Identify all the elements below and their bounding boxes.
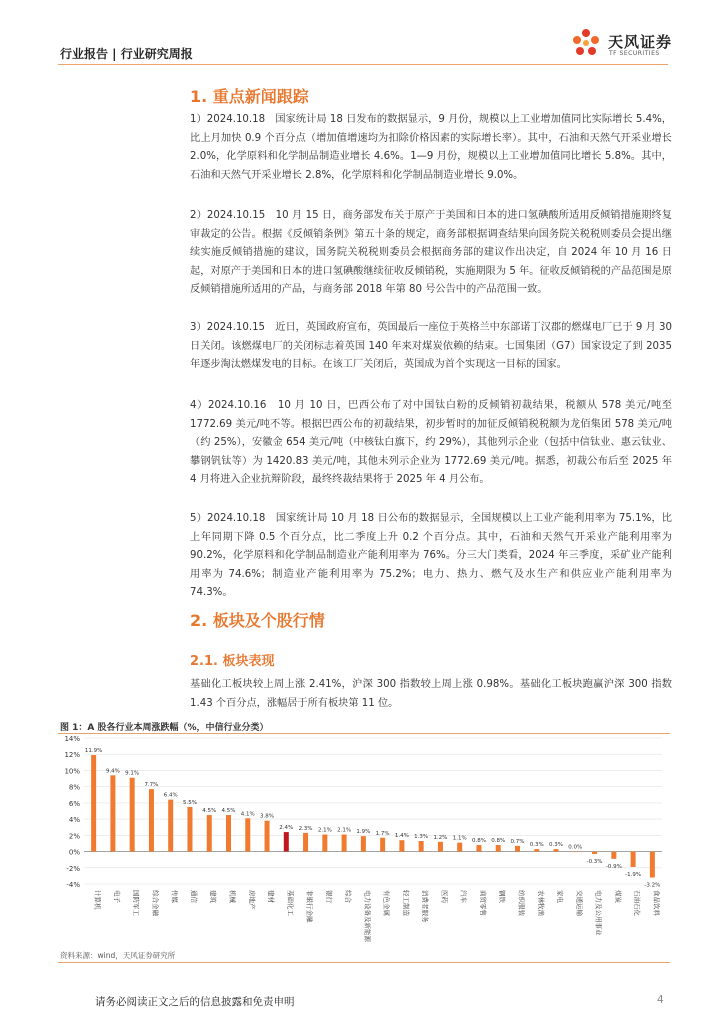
data-label: 4.5%	[202, 808, 217, 815]
category-label: 交通运输	[575, 890, 584, 916]
bar-纺织服装	[515, 846, 520, 852]
category-label: 消费者服务	[421, 890, 430, 923]
y-tick-label: 6%	[68, 799, 80, 808]
category-label: 钢铁	[498, 890, 507, 903]
y-tick-label: 2%	[68, 832, 80, 841]
data-label: 1.4%	[394, 833, 409, 840]
company-logo	[566, 27, 676, 61]
data-label: 1.9%	[356, 829, 371, 836]
category-label: 机械	[228, 890, 237, 903]
bar-银行	[322, 835, 327, 852]
data-label: 0.8%	[491, 838, 506, 845]
category-label: 房地产	[247, 890, 256, 910]
y-tick-label: 12%	[64, 751, 80, 760]
data-label: 4.5%	[221, 808, 236, 815]
category-label: 非银行金融	[305, 890, 314, 923]
bar-电力设备及新能源	[361, 836, 366, 851]
bar-家电	[554, 849, 559, 851]
bar-综合	[342, 835, 347, 852]
category-label: 电力设备及新能源	[363, 890, 372, 942]
data-label: 5.5%	[182, 799, 197, 806]
disclaimer-text: 请务必阅读正文之后的信息披露和免责申明	[95, 996, 295, 1008]
y-tick-label: 8%	[68, 783, 80, 792]
logo-flower-icon	[566, 27, 606, 61]
y-tick-label: 14%	[64, 735, 80, 743]
y-tick-label: 0%	[68, 848, 80, 857]
category-label: 建筑	[209, 890, 218, 903]
category-label: 医药	[440, 890, 449, 903]
category-label: 煤炭	[613, 890, 622, 903]
category-label: 石油石化	[633, 890, 642, 916]
y-tick-label: -4%	[66, 881, 80, 889]
category-label: 农林牧渔	[536, 890, 545, 916]
bar-建筑	[207, 815, 212, 852]
bar-食品饮料	[650, 852, 655, 878]
data-label: 1.1%	[452, 835, 467, 842]
data-label: 0.3%	[529, 842, 544, 849]
data-label: 9.1%	[125, 770, 140, 777]
y-tick-label: 10%	[64, 767, 80, 776]
category-label: 食品饮料	[652, 890, 661, 916]
category-label: 综合	[344, 890, 353, 903]
data-label: -0.3%	[586, 858, 603, 865]
figure-title: 图 1：A 股各行业本周涨跌幅（%，中信行业分类）	[60, 723, 269, 733]
category-label: 纺织服装	[517, 890, 526, 916]
data-label: 4.1%	[240, 811, 255, 818]
category-label: 建材	[267, 890, 276, 903]
bar-轻工制造	[399, 840, 404, 851]
bar-国防军工	[130, 778, 135, 852]
data-label: 2.4%	[279, 825, 294, 832]
report-type-label: 行业报告 | 行业研究周报	[60, 47, 193, 61]
category-label: 商贸零售	[478, 890, 487, 916]
y-tick-label: 4%	[68, 816, 80, 825]
data-label: 0.0%	[568, 844, 583, 851]
data-label: 1.7%	[375, 830, 390, 837]
sector-summary: 基础化工板块较上周上涨 2.41%，沪深 300 指数较上周上涨 0.98%。基础化工板块跑赢沪深 300 指数 1.43 个百分点，涨幅居于所有板块第 11 位。	[190, 679, 672, 709]
logo-name: 天风证券	[608, 33, 673, 51]
subsection-title-performance: 2.1. 板块表现	[190, 654, 275, 669]
bar-汽车	[457, 843, 462, 852]
data-label: 1.2%	[433, 834, 448, 841]
bar-基础化工	[284, 832, 289, 851]
section-title-sector: 2. 板块及个股行情	[190, 611, 325, 630]
data-label: 2.1%	[337, 827, 352, 834]
data-label: 0.7%	[510, 838, 525, 845]
data-label: 6.4%	[163, 792, 178, 799]
bar-非银行金融	[303, 833, 308, 852]
bar-机械	[226, 815, 231, 852]
section-title-news: 1. 重点新闻跟踪	[190, 87, 309, 106]
category-label: 综合金融	[151, 890, 160, 916]
data-label: 2.1%	[317, 827, 332, 834]
category-label: 轻工制造	[401, 890, 410, 916]
category-label: 国防军工	[132, 890, 141, 916]
bar-电子	[110, 775, 115, 851]
category-label: 电子	[112, 890, 121, 903]
bar-建材	[265, 821, 270, 852]
category-label: 银行	[324, 890, 333, 903]
bar-传媒	[168, 800, 173, 852]
bar-交通运输	[573, 852, 578, 853]
bar-有色金属	[380, 838, 385, 852]
category-label: 家电	[556, 890, 565, 903]
category-label: 传媒	[170, 890, 179, 903]
data-label: -0.9%	[605, 863, 622, 870]
category-label: 通信	[189, 890, 198, 903]
data-label: -3.2%	[644, 882, 661, 889]
category-label: 计算机	[93, 890, 102, 910]
data-label: 9.4%	[105, 768, 120, 775]
page-number: 4	[657, 994, 664, 1006]
bar-煤炭	[611, 852, 616, 859]
category-label: 汽车	[459, 890, 468, 903]
bar-石油石化	[631, 852, 636, 867]
y-tick-label: -2%	[66, 864, 80, 873]
logo-subtitle: TF SECURITIES	[609, 50, 660, 57]
news-item-4: 4）2024.10.16 10 月 10 日，巴西公布了对中国钛白粉的反倾销初裁结果，税额从 578 美元/吨至 1772.69 美元/吨不等。根据巴西公布的初裁结果，初步暂时的加征反倾销税税额为龙佰集团 578 美元/吨（约 25%），安徽金 654 美元/吨（中核钛白旗下，约 29%），其他列示企业（包括中信钛业、惠云钛业、攀钢钒钛等）为 1420.83 美元/吨，其他未列示企业为 1772.69 美元/吨。据悉，初裁公布后至 2025 年 4 月将进入企业抗辩阶段，最终终裁结果将于 2025 年 4 月公布。	[190, 400, 672, 485]
data-label: -1.9%	[625, 871, 642, 878]
news-item-2: 2）2024.10.15 10 月 15 日，商务部发布关于原产于美国和日本的进口氢碘酸所适用反倾销措施期终复审裁定的公告。根据《反倾销条例》第五十条的规定，商务部根据调查结果向国务院关税税则委员会提出继续实施反倾销措施的建议，国务院关税税则委员会根据商务部的建议作出决定，自 2024 年 10 月 16 日起，对原产于美国和日本的进口氢碘酸继续征收反倾销税，实施期限为 5 年。征收反倾销税的产品范围是原反倾销措施所适用的产品，与商务部 2018 年第 80 号公告中的产品范围一致。	[190, 210, 672, 295]
bar-消费者服务	[419, 841, 424, 852]
category-label: 有色金属	[382, 890, 391, 916]
bar-房地产	[245, 818, 250, 851]
news-item-3: 3）2024.10.15 近日，英国政府宣布，英国最后一座位于英格兰中东部诺丁汉郡的燃煤电厂已于 9 月 30 日关闭。该燃煤电厂的关闭标志着英国 140 年来对煤炭依赖的结束。七国集团（G7）国家设定了到 2035 年逐步淘汰燃煤发电的目标。在该工厂关闭后，英国成为首个实现这一目标的国家。	[190, 322, 672, 370]
news-item-1: 1）2024.10.18 国家统计局 18 日发布的数据显示，9 月份，规模以上工业增加值同比实际增长 5.4%，比上月加快 0.9 个百分点（增加值增速均为扣除价格因素的实际增长率）。其中，石油和天然气开采业增长 2.0%，化学原料和化学制品制造业增长 4.6%。1—9 月份，规模以上工业增加值同比增长 5.8%。其中，石油和天然气开采业增长 2.8%，化学原料和化学制品制造业增长 9.0%。	[190, 114, 672, 181]
category-label: 电力及公用事业	[594, 890, 603, 936]
data-label: 3.8%	[260, 813, 275, 820]
bar-电力及公用事业	[592, 852, 597, 854]
bar-计算机	[91, 755, 96, 852]
industry-bar-chart	[58, 734, 670, 946]
bar-农林牧渔	[534, 849, 539, 851]
bar-综合金融	[149, 789, 154, 851]
bar-医药	[438, 842, 443, 852]
data-label: 0.8%	[471, 838, 486, 845]
bar-钢铁	[496, 845, 501, 851]
figure-bottom-divider	[58, 962, 670, 963]
figure-source: 资料来源：wind，天风证券研究所	[60, 951, 176, 960]
bar-通信	[187, 807, 192, 852]
header-divider	[58, 64, 668, 65]
data-label: 2.3%	[298, 825, 313, 832]
bar-商贸零售	[476, 845, 481, 851]
data-label: 0.3%	[549, 842, 564, 849]
data-label: 7.7%	[144, 782, 159, 789]
data-label: 1.3%	[414, 834, 429, 841]
news-item-5: 5）2024.10.18 国家统计局 10 月 18 日公布的数据显示，全国规模以上工业产能利用率为 75.1%，比上年同期下降 0.5 个百分点，比二季度上升 0.2 个百分点。其中，石油和天然气开采业产能利用率为 90.2%，化学原料和化学制品制造业产能利用率为 76%。分三大门类看，2024 年三季度，采矿业产能利用率为 74.6%；制造业产能利用率为 75.2%；电力、热力、燃气及水生产和供应业产能利用率为 74.3%。	[190, 513, 672, 598]
category-label: 基础化工	[286, 890, 295, 916]
data-label: 11.9%	[84, 748, 103, 755]
